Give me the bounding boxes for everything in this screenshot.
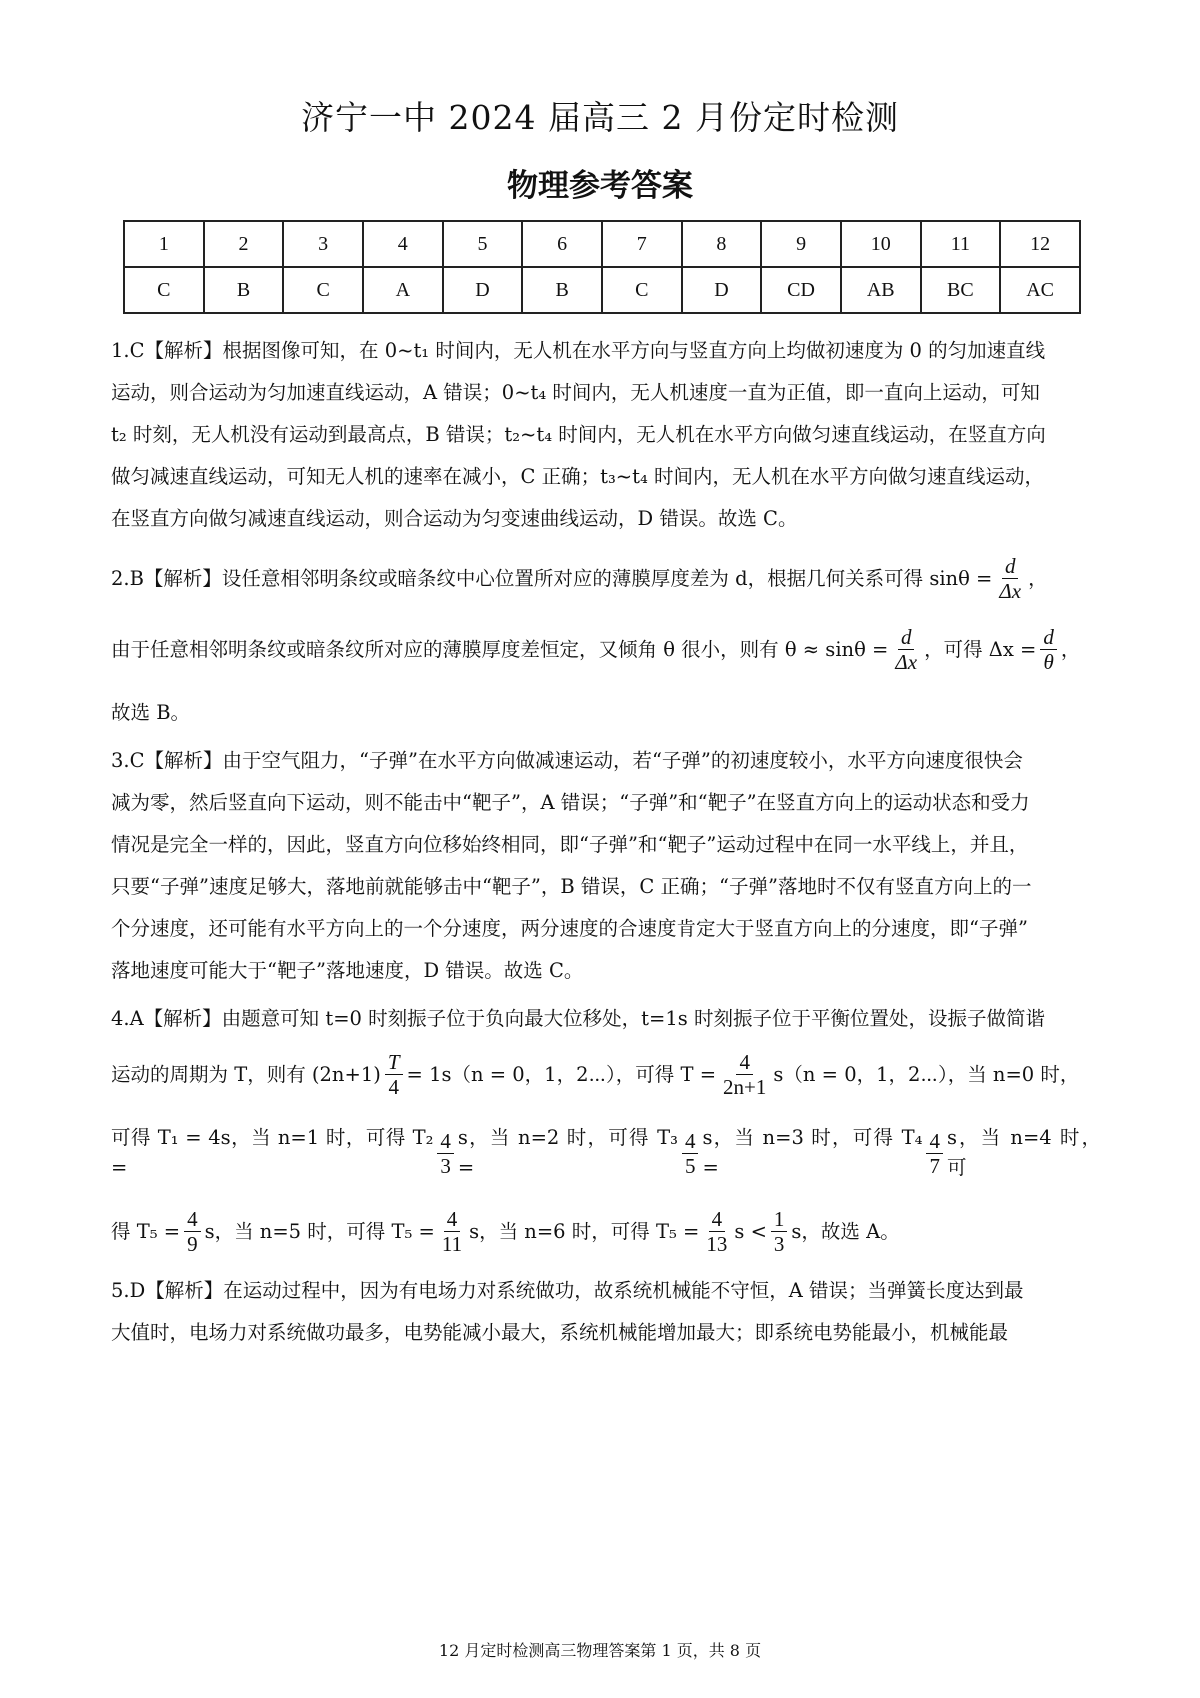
text-run: s，当 n=3 时，可得 T₄ = — [702, 1126, 923, 1179]
fraction — [437, 1129, 454, 1178]
question-number: 3 — [283, 221, 363, 267]
answer-cell: CD — [761, 267, 841, 313]
fraction — [926, 1129, 943, 1178]
solution-line: 只要“子弹”速度足够大，落地前就能够击中“靶子”，B 错误，C 正确；“子弹”落地时不仅有竖直方向上的一 — [111, 875, 1032, 898]
fraction-denominator: 7 — [929, 1153, 940, 1178]
solution-q2 — [111, 554, 1101, 734]
solution-line: 大值时，电场力对系统做功最多，电势能减小最大，系统机械能增加最大；即系统电势能最小，机械能最 — [111, 1321, 1009, 1344]
answer-cell: B — [204, 267, 284, 313]
solution-line: t₂ 时刻，无人机没有运动到最高点，B 错误；t₂~t₄ 时间内，无人机在水平方向做匀速直线运动，在竖直方向 — [111, 423, 1046, 446]
fraction-numerator: T — [385, 1050, 403, 1075]
answer-cell: C — [283, 267, 363, 313]
question-number: 7 — [602, 221, 682, 267]
fraction-numerator: 4 — [184, 1207, 201, 1232]
solution-line — [111, 1123, 1101, 1183]
answer-cell: AC — [1000, 267, 1080, 313]
fraction-numerator: 4 — [682, 1129, 699, 1154]
solution-line: 情况是完全一样的，因此，竖直方向位移始终相同，即“子弹”和“靶子”运动过程中在同一水平线上，并且， — [111, 833, 1029, 856]
answer-cell: B — [522, 267, 602, 313]
answer-cell: C — [602, 267, 682, 313]
question-number: 1 — [124, 221, 204, 267]
fraction — [682, 1129, 699, 1178]
solution-line — [111, 554, 1101, 603]
solution-line: 运动，则合运动为匀加速直线运动，A 错误；0~t₄ 时间内，无人机速度一直为正值，即一直向上运动，可知 — [111, 381, 1040, 404]
text-run: s，当 n=6 时，可得 T₅ = — [469, 1219, 700, 1243]
fraction-denominator: 2n+1 — [723, 1075, 767, 1099]
answer-cell: D — [682, 267, 762, 313]
text-run: 由于任意相邻明条纹或暗条纹所对应的薄膜厚度差恒定，又倾角 θ 很小，则有 θ ≈ sinθ = — [111, 637, 889, 661]
text-run: 运动的周期为 T，则有 (2n+1) — [111, 1062, 381, 1086]
fraction — [1040, 625, 1057, 674]
solution-q4 — [111, 998, 1101, 1256]
fraction — [184, 1207, 201, 1256]
answer-table — [123, 220, 1081, 314]
text-run: s，当 n=4 时，可 — [946, 1126, 1101, 1179]
text-run: 得 T₅ = — [111, 1219, 181, 1243]
question-number: 5 — [443, 221, 523, 267]
fraction — [720, 1050, 769, 1099]
page-footer: 12 月定时检测高三物理答案第 1 页，共 8 页 — [438, 1641, 762, 1660]
fraction-denominator: θ — [1043, 650, 1054, 674]
fraction-numerator: 4 — [736, 1050, 753, 1075]
answer-cell: D — [443, 267, 523, 313]
question-number: 8 — [682, 221, 762, 267]
text-run: = 1s（n = 0，1，2⋯），可得 T = — [406, 1062, 717, 1086]
document-subtitle: 物理参考答案 — [507, 168, 693, 204]
fraction — [385, 1050, 403, 1099]
text-run: ，可得 Δx = — [924, 637, 1037, 661]
fraction-denominator: 4 — [388, 1075, 399, 1099]
solution-line: 个分速度，还可能有水平方向上的一个分速度，两分速度的合速度肯定大于竖直方向上的分速度，即“子弹” — [111, 917, 1028, 940]
document-title: 济宁一中 2024 届高三 2 月份定时检测 — [301, 98, 899, 137]
fraction-denominator: 11 — [441, 1232, 463, 1256]
fraction-numerator: d — [898, 625, 915, 650]
fraction-numerator: 1 — [771, 1207, 788, 1232]
solution-line — [111, 1207, 1101, 1256]
fraction-numerator: 4 — [709, 1207, 726, 1232]
fraction-denominator: 3 — [773, 1232, 785, 1256]
answer-table-number-row — [124, 221, 1080, 267]
solution-line: 故选 B。 — [111, 701, 191, 724]
solution-line: 做匀减速直线运动，可知无人机的速率在减小，C 正确；t₃~t₄ 时间内，无人机在水平方向做匀速直线运动， — [111, 465, 1044, 488]
fraction-denominator: 9 — [187, 1232, 198, 1256]
question-number: 2 — [204, 221, 284, 267]
solutions-body — [111, 330, 1101, 1354]
solution-line: 在竖直方向做匀减速直线运动，则合运动为匀变速曲线运动，D 错误。故选 C。 — [111, 507, 798, 530]
solution-line: 3.C【解析】由于空气阻力，“子弹”在水平方向做减速运动，若“子弹”的初速度较小，水平方向速度很快会 — [111, 749, 1023, 772]
text-run: 可得 T₁ = 4s，当 n=1 时，可得 T₂ = — [111, 1126, 434, 1179]
fraction-denominator: Δx — [999, 579, 1022, 603]
question-number: 9 — [761, 221, 841, 267]
fraction-denominator: 13 — [706, 1232, 728, 1256]
solution-q3 — [111, 740, 1101, 992]
answer-cell: BC — [921, 267, 1001, 313]
fraction — [892, 625, 920, 674]
fraction-denominator: 5 — [684, 1153, 696, 1178]
text-run: s，故选 A。 — [791, 1219, 900, 1243]
fraction-numerator: 4 — [444, 1207, 461, 1232]
text-run: s（n = 0，1，2⋯），当 n=0 时， — [773, 1062, 1080, 1086]
answer-cell: C — [124, 267, 204, 313]
fraction — [439, 1207, 465, 1256]
question-number: 10 — [841, 221, 921, 267]
fraction-numerator: d — [1002, 554, 1019, 579]
solution-line — [111, 1050, 1101, 1099]
solution-q1 — [111, 330, 1101, 540]
solution-line: 落地速度可能大于“靶子”落地速度，D 错误。故选 C。 — [111, 959, 584, 982]
text-run: ， — [1028, 566, 1048, 590]
question-number: 4 — [363, 221, 443, 267]
text-run: ， — [1060, 637, 1081, 661]
text-run: s，当 n=2 时，可得 T₃ = — [457, 1126, 678, 1179]
question-number: 12 — [1000, 221, 1080, 267]
text-run: 2.B【解析】设任意相邻明条纹或暗条纹中心位置所对应的薄膜厚度差为 d，根据几何关系可得 sinθ = — [111, 566, 993, 590]
fraction-denominator: Δx — [895, 650, 918, 674]
fraction-numerator: 4 — [437, 1129, 454, 1154]
question-number: 6 — [522, 221, 602, 267]
solution-line: 1.C【解析】根据图像可知，在 0~t₁ 时间内，无人机在水平方向与竖直方向上均做初速度为 0 的匀加速直线 — [111, 339, 1046, 362]
fraction-denominator: 3 — [440, 1153, 451, 1178]
text-run: s，当 n=5 时，可得 T₅ = — [204, 1219, 435, 1243]
question-number: 11 — [921, 221, 1001, 267]
fraction — [996, 554, 1024, 603]
fraction-numerator: 4 — [926, 1129, 943, 1154]
solution-line: 4.A【解析】由题意可知 t=0 时刻振子位于负向最大位移处，t=1s 时刻振子位于平衡位置处，设振子做简谐 — [111, 1007, 1045, 1030]
answer-cell: AB — [841, 267, 921, 313]
solution-q5 — [111, 1270, 1101, 1354]
answer-cell: A — [363, 267, 443, 313]
solution-line — [111, 625, 1101, 674]
solution-line: 减为零，然后竖直向下运动，则不能击中“靶子”，A 错误；“子弹”和“靶子”在竖直方向上的运动状态和受力 — [111, 791, 1030, 814]
fraction — [703, 1207, 730, 1256]
answer-table-answer-row — [124, 267, 1080, 313]
solution-line: 5.D【解析】在运动过程中，因为有电场力对系统做功，故系统机械能不守恒，A 错误；当弹簧长度达到最 — [111, 1279, 1024, 1302]
fraction — [771, 1207, 788, 1256]
text-run: s < — [734, 1219, 767, 1243]
fraction-numerator: d — [1040, 625, 1057, 650]
